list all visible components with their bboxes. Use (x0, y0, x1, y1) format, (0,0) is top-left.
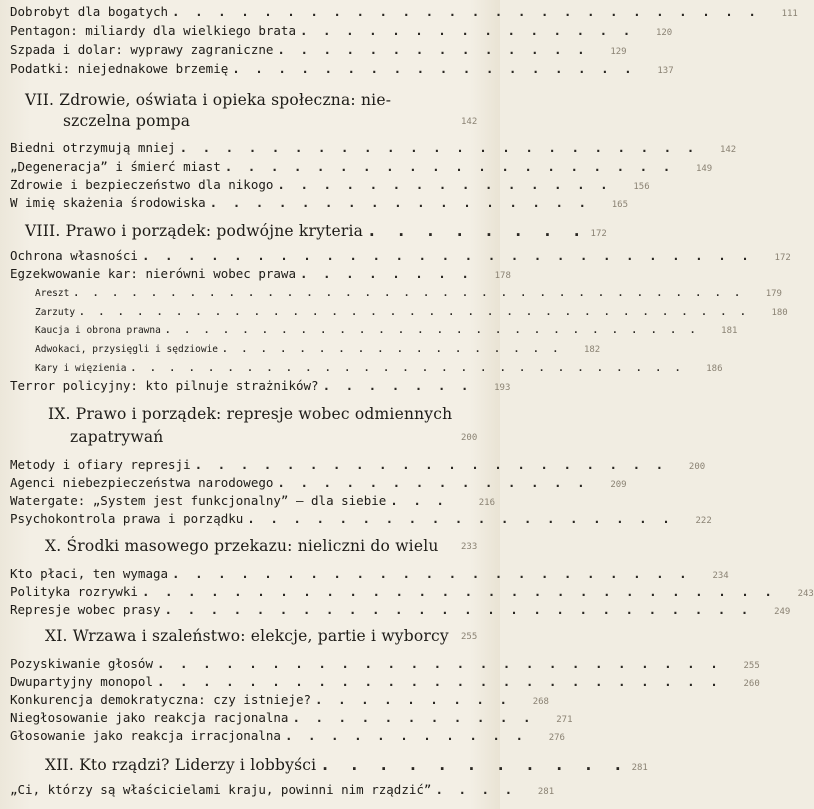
toc-entry (10, 159, 713, 174)
page-number: 249 (774, 607, 791, 617)
entry-title: Psychokontrola prawa i porządku (10, 511, 244, 526)
entry-title: Represje wobec prasy (10, 602, 161, 617)
toc-entry (10, 378, 511, 393)
leader-dots: . . . . . . . . . . . (284, 728, 527, 743)
toc-entry (10, 782, 555, 797)
leader-dots: . . . . . . . . . . . (292, 710, 535, 725)
entry-title: Kary i więzienia (35, 363, 127, 374)
entry-title: Kaucja i obrona prawna (35, 325, 161, 336)
toc-subentry (35, 325, 738, 336)
leader-dots: . . . . . . . . . . . . . . . . . . . . . . . . . . . . . (130, 363, 685, 374)
leader-dots: . . . . . . . . . . . . . . . . . . . . . . . . . . . . . . . . . . . (73, 288, 744, 299)
entry-title: Zdrowie i bezpieczeństwo dla nikogo (10, 177, 274, 192)
page-number: 186 (706, 364, 723, 374)
toc-entry (10, 457, 706, 472)
chapter-heading-row (25, 221, 607, 240)
toc-entry (10, 728, 565, 743)
leader-dots: . . . . . . . . . . . . . . . (277, 177, 612, 192)
chapter-heading-row (45, 755, 648, 774)
entry-title: Biedni otrzymują mniej (10, 140, 176, 155)
chapter-heading-continued: zapatrywań (70, 428, 164, 446)
toc-entry (10, 493, 495, 508)
toc-entry (10, 511, 712, 526)
page-number: 216 (478, 498, 495, 508)
leader-dots: . . . . . . . . (367, 221, 587, 240)
entry-title: Pentagon: miliardy dla wielkiego brata (10, 23, 296, 38)
page-number: 111 (781, 9, 798, 19)
toc-entry (10, 692, 549, 707)
page-number: 178 (494, 271, 511, 281)
page-number: 243 (797, 589, 814, 599)
page-number: 142 (719, 145, 737, 155)
toc-entry (10, 710, 573, 725)
leader-dots: . . . . . . . . . . . (320, 755, 628, 774)
page-number: 222 (695, 516, 712, 526)
leader-dots: . . . . . . . . . . . . . . (277, 42, 589, 57)
leader-dots: . . . . . . . . . . . . . . . . . . . . . . . . . . (172, 4, 760, 19)
chapter-heading: X. Środki masowego przekazu: nieliczni do wielu (45, 537, 439, 555)
leader-dots: . . . . . . . . . . . . . . . . . . . . . . . . . (157, 656, 722, 671)
page-number: 268 (532, 697, 549, 707)
chapter-page-number: 172 (590, 229, 607, 239)
leader-dots: . . . . (435, 782, 517, 797)
page-number: 179 (765, 289, 782, 299)
leader-dots: . . . . . . . . . . . . . . . . . (209, 195, 591, 210)
entry-title: Watergate: „System jest funkcjonalny” — dla siebie (10, 493, 387, 508)
toc-entry (10, 42, 627, 57)
entry-title: W imię skażenia środowiska (10, 195, 206, 210)
leader-dots: . . . . . . . . . . . . . . . . . . . . . . . . . . . . (141, 584, 776, 599)
toc-entry (10, 674, 760, 689)
leader-dots: . . . (390, 493, 448, 508)
toc-entry (10, 584, 814, 599)
toc-subentry (35, 344, 601, 355)
toc-entry (10, 602, 791, 617)
entry-title: Dwupartyjny monopol (10, 674, 153, 689)
entry-title: Ochrona własności (10, 248, 138, 263)
page-number: 137 (657, 66, 674, 76)
page-number: 156 (633, 182, 650, 192)
leader-dots: . . . . . . . . . . . . . . . . . . . . . (194, 457, 668, 472)
entry-title: Metody i ofiary represji (10, 457, 191, 472)
toc-entry (10, 195, 629, 210)
chapter-heading: XII. Kto rządzi? Liderzy i lobbyści (45, 756, 317, 774)
leader-dots: . . . . . . . . . . . . . . . . . . . . . . . . . . (164, 602, 753, 617)
entry-title: „Degeneracja” i śmierć miast (10, 159, 221, 174)
chapter-page-number: 281 (631, 763, 648, 773)
entry-title: Zarzuty (35, 307, 76, 318)
leader-dots: . . . . . . . . . . . . . . . . . . . . (224, 159, 675, 174)
page-number: 129 (610, 47, 627, 57)
toc-entry (10, 61, 674, 76)
chapter-heading: VII. Zdrowie, oświata i opieka społeczna: nie- (25, 91, 392, 109)
toc-entry (10, 140, 737, 155)
entry-title: Szpada i dolar: wyprawy zagraniczne (10, 42, 274, 57)
page-number: 209 (610, 480, 627, 490)
toc-entry (10, 248, 791, 263)
entry-title: Agenci niebezpieczeństwa narodowego (10, 475, 274, 490)
page-number: 180 (771, 308, 788, 318)
page-number: 271 (556, 715, 573, 725)
chapter-page-number: 255 (461, 632, 478, 642)
toc-entry (10, 266, 511, 281)
toc-subentry (35, 288, 782, 299)
chapter-heading: IX. Prawo i porządek: represje wobec odmiennych (48, 405, 453, 423)
chapter-heading: XI. Wrzawa i szaleństwo: elekcje, partie i wyborcy (45, 627, 449, 645)
entry-title: Niegłosowanie jako reakcja racjonalna (10, 710, 289, 725)
toc-entry (10, 4, 798, 19)
chapter-heading: VIII. Prawo i porządek: podwójne kryteria (25, 222, 364, 240)
entry-title: Areszt (35, 288, 70, 299)
entry-title: Podatki: niejednakowe brzemię (10, 61, 229, 76)
page-number: 182 (583, 345, 601, 355)
entry-title: Konkurencja demokratyczna: czy istnieje? (10, 692, 312, 707)
leader-dots: . . . . . . . . . . . . . . . (299, 23, 635, 38)
page-number: 120 (655, 28, 673, 38)
leader-dots: . . . . . . . . . . . . . . . . . . . . . . . . . . . (141, 248, 753, 263)
entry-title: Adwokaci, przysięgli i sędziowie (35, 344, 219, 355)
toc-entry (10, 566, 729, 581)
leader-dots: . . . . . . . . . . . . . . . . . . . . . . . . . . . . . . . . . . . (79, 307, 750, 318)
page-number: 200 (688, 462, 706, 472)
page-number: 255 (743, 661, 760, 671)
page-number: 260 (743, 679, 760, 689)
leader-dots: . . . . . . . . . . . . . . . . . . . . . . . (179, 140, 699, 155)
page-number: 281 (537, 787, 555, 797)
page-number: 181 (721, 326, 738, 336)
entry-title: Dobrobyt dla bogatych (10, 4, 169, 19)
chapter-page-number: 200 (461, 433, 478, 443)
toc-entry (10, 475, 627, 490)
chapter-page-number: 142 (461, 117, 478, 127)
toc-subentry (35, 307, 788, 318)
leader-dots: . . . . . . . . . (315, 692, 511, 707)
entry-title: Polityka rozrywki (10, 584, 138, 599)
entry-title: Terror policyjny: kto pilnuje strażników? (10, 378, 319, 393)
toc-entry (10, 656, 760, 671)
page-number: 276 (548, 733, 565, 743)
leader-dots: . . . . . . . . . . . . . . . . . . . . . . . (172, 566, 691, 581)
chapter-heading-continued: szczelna pompa (63, 112, 191, 130)
page-number: 149 (695, 164, 713, 174)
leader-dots: . . . . . . . . . . . . . . . . . . . . . . . . . (157, 674, 722, 689)
page-number: 234 (712, 571, 729, 581)
leader-dots: . . . . . . . . . . . . . . . . . . (222, 344, 563, 355)
entry-title: Kto płaci, ten wymaga (10, 566, 169, 581)
leader-dots: . . . . . . . . . . . . . . . . . . . . . . . . . . . . (164, 325, 700, 336)
page-number: 193 (494, 383, 511, 393)
leader-dots: . . . . . . . . . . . . . . . . . . . (247, 511, 674, 526)
leader-dots: . . . . . . . . (299, 266, 473, 281)
leader-dots: . . . . . . . . . . . . . . . . . . (232, 61, 636, 76)
entry-title: Egzekwowanie kar: nierówni wobec prawa (10, 266, 296, 281)
page-number: 172 (774, 253, 791, 263)
chapter-page-number: 233 (461, 542, 478, 552)
entry-title: Pozyskiwanie głosów (10, 656, 153, 671)
page-number: 165 (611, 200, 629, 210)
toc-entry (10, 23, 673, 38)
entry-title: „Ci, którzy są właścicielami kraju, powinni nim rządzić” (10, 782, 432, 797)
leader-dots: . . . . . . . (322, 378, 473, 393)
toc-entry (10, 177, 650, 192)
entry-title: Głosowanie jako reakcja irracjonalna (10, 728, 281, 743)
leader-dots: . . . . . . . . . . . . . . (277, 475, 589, 490)
toc-subentry (35, 363, 723, 374)
